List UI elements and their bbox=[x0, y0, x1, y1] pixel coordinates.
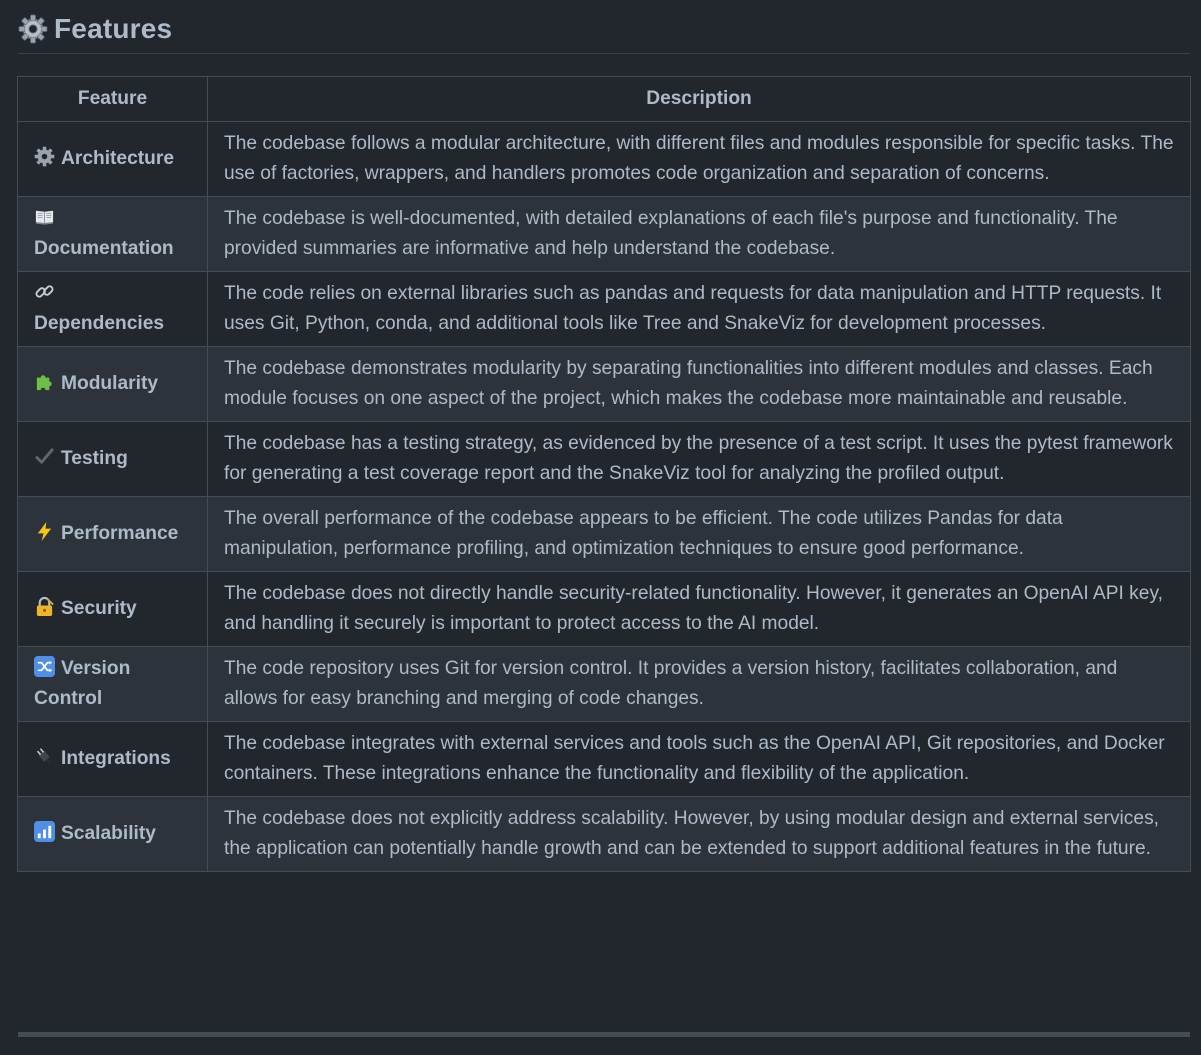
table-row bbox=[18, 197, 1191, 272]
feature-cell bbox=[18, 422, 208, 497]
feature-name: Integrations bbox=[61, 748, 171, 769]
bar-chart-icon bbox=[34, 821, 55, 842]
feature-name: Performance bbox=[61, 523, 179, 544]
table-row bbox=[18, 422, 1191, 497]
feature-cell bbox=[18, 347, 208, 422]
table-row bbox=[18, 572, 1191, 647]
features-table bbox=[17, 76, 1191, 872]
features-heading bbox=[18, 8, 1190, 54]
feature-name: Scalability bbox=[61, 823, 156, 844]
feature-cell bbox=[18, 197, 208, 272]
horizontal-rule bbox=[18, 1032, 1190, 1037]
feature-name: Documentation bbox=[34, 238, 174, 259]
plug-icon bbox=[34, 746, 55, 767]
table-row bbox=[18, 122, 1191, 197]
feature-cell bbox=[18, 572, 208, 647]
feature-name: Security bbox=[61, 598, 137, 619]
link-icon bbox=[34, 281, 55, 302]
table-row bbox=[18, 497, 1191, 572]
table-row bbox=[18, 722, 1191, 797]
checkmark-icon bbox=[34, 446, 55, 467]
feature-cell bbox=[18, 272, 208, 347]
feature-name: Architecture bbox=[61, 148, 175, 169]
feature-cell bbox=[18, 722, 208, 797]
description-cell: The codebase has a testing strategy, as evidenced by the presence of a test script. It uses the pytest framework for generating a test coverage report and the SnakeViz tool for analyzing the profiled output. bbox=[208, 422, 1191, 497]
table-row bbox=[18, 347, 1191, 422]
gear-icon bbox=[18, 14, 48, 44]
description-cell: The codebase integrates with external services and tools such as the OpenAI API, Git repositories, and Docker containers. These integrations enhance the functionality and flexibility of the application. bbox=[208, 722, 1191, 797]
book-icon bbox=[34, 206, 55, 227]
feature-cell bbox=[18, 647, 208, 722]
lightning-icon bbox=[34, 521, 55, 542]
description-cell: The codebase follows a modular architecture, with different files and modules responsible for specific tasks. The use of factories, wrappers, and handlers promotes code organization and separation of concerns. bbox=[208, 122, 1191, 197]
description-cell: The codebase does not directly handle security-related functionality. However, it generates an OpenAI API key, and handling it securely is important to protect access to the AI model. bbox=[208, 572, 1191, 647]
lock-icon bbox=[34, 596, 55, 617]
description-cell: The code repository uses Git for version control. It provides a version history, facilitates collaboration, and allows for easy branching and merging of code changes. bbox=[208, 647, 1191, 722]
feature-name: Version Control bbox=[34, 658, 131, 709]
feature-cell bbox=[18, 797, 208, 872]
feature-name: Testing bbox=[61, 448, 128, 469]
table-row bbox=[18, 272, 1191, 347]
feature-name: Modularity bbox=[61, 373, 159, 394]
table-header-row bbox=[18, 77, 1191, 122]
description-cell: The codebase does not explicitly address scalability. However, by using modular design and external services, the application can potentially handle growth and can be extended to support additional features in the future. bbox=[208, 797, 1191, 872]
description-cell: The code relies on external libraries such as pandas and requests for data manipulation and HTTP requests. It uses Git, Python, conda, and additional tools like Tree and SnakeViz for development processes. bbox=[208, 272, 1191, 347]
description-cell: The codebase demonstrates modularity by separating functionalities into different modules and classes. Each module focuses on one aspect of the project, which makes the codebase more maintainable and reusable. bbox=[208, 347, 1191, 422]
description-cell: The overall performance of the codebase appears to be efficient. The code utilizes Pandas for data manipulation, performance profiling, and optimization techniques to ensure good performance. bbox=[208, 497, 1191, 572]
table-row bbox=[18, 797, 1191, 872]
table-row bbox=[18, 647, 1191, 722]
puzzle-icon bbox=[34, 371, 55, 392]
column-header-description: Description bbox=[208, 77, 1191, 122]
feature-cell bbox=[18, 497, 208, 572]
feature-cell bbox=[18, 122, 208, 197]
shuffle-icon bbox=[34, 656, 55, 677]
feature-name: Dependencies bbox=[34, 313, 165, 334]
gear-icon bbox=[34, 146, 55, 167]
column-header-feature: Feature bbox=[18, 77, 208, 122]
description-cell: The codebase is well-documented, with detailed explanations of each file's purpose and functionality. The provided summaries are informative and help understand the codebase. bbox=[208, 197, 1191, 272]
page-title: Features bbox=[54, 12, 173, 44]
